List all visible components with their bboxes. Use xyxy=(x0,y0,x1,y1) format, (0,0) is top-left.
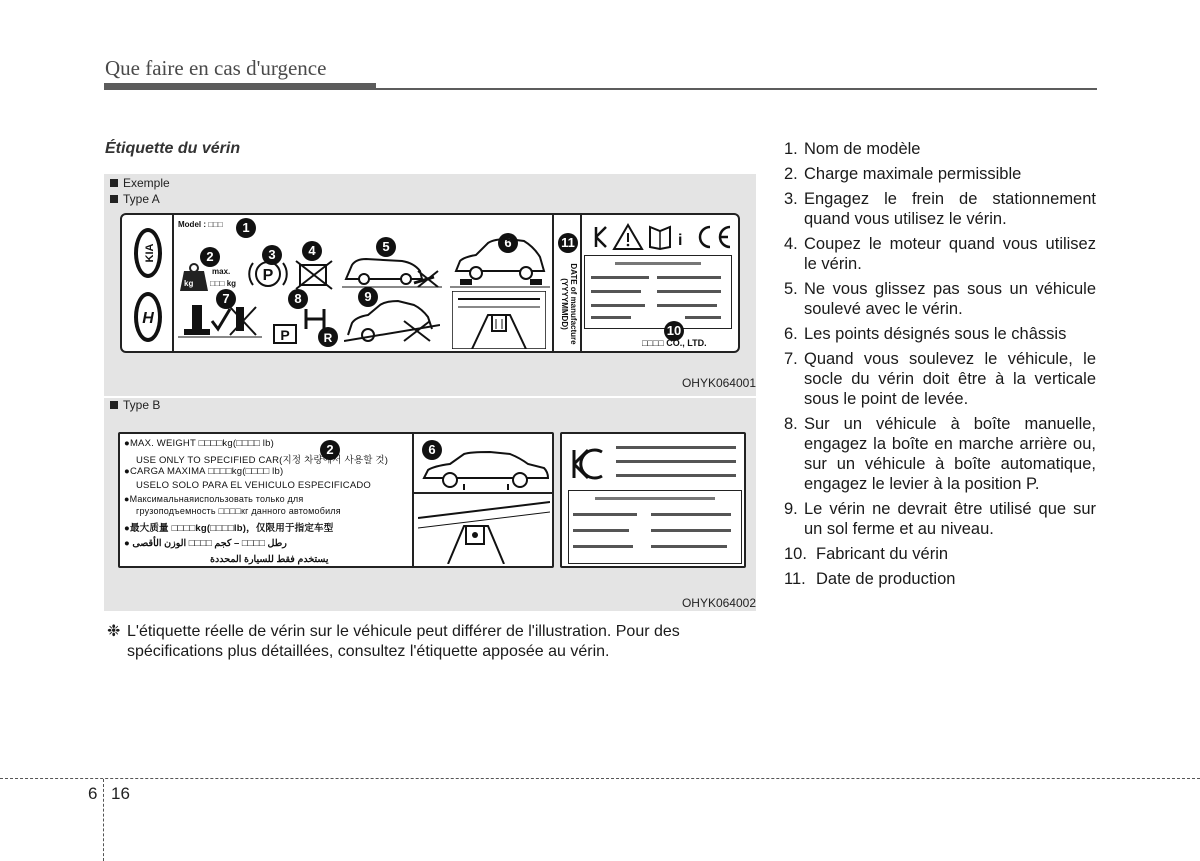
type-b-label: Type B xyxy=(110,398,160,412)
type-a-label: Type A xyxy=(110,192,160,206)
type-b-line-5: ●Максимальнаяиспользовать только для xyxy=(124,494,304,504)
type-b-line-9: يستخدم فقط للسيارة المحددة xyxy=(210,554,329,565)
sedan-lift-points-icon xyxy=(420,450,552,492)
footer-rule xyxy=(0,778,1200,779)
svg-text:R: R xyxy=(323,331,333,345)
type-b-line-2: USE ONLY TO SPECIFIED CAR(지정 차량에서 사용할 것) xyxy=(136,455,389,466)
footnote-text: L'étiquette réelle de vérin sur le véhicule peut différer de l'illustration. Pour des spécifications plus détaillées, consultez l'étiquette apposée au vérin. xyxy=(127,623,680,660)
figure-type-a xyxy=(104,174,756,396)
no-crawl-under-icon xyxy=(342,249,442,289)
callout-10: 10 xyxy=(664,321,684,341)
weight-icon xyxy=(178,263,210,293)
legend-list xyxy=(784,139,1096,594)
type-b-line-7: ●最大质量 □□□□kg(□□□□lb)，仅限用于指定车型 xyxy=(124,523,334,534)
jack-label-type-b xyxy=(118,432,554,568)
example-label: Exemple xyxy=(110,176,170,190)
engine-off-icon xyxy=(294,259,334,291)
footer-divider xyxy=(103,779,104,861)
figure-code-b: OHYK064002 xyxy=(681,596,756,610)
legend-item: 4. Coupez le moteur quand vous utilisez le vérin. xyxy=(784,235,1096,273)
svg-text:P: P xyxy=(262,267,274,284)
figure-type-b xyxy=(104,398,756,611)
legend-item: 11. Date de production xyxy=(784,570,956,588)
figure-code-a: OHYK064001 xyxy=(681,376,756,390)
legend-item: 5. Ne vous glissez pas sous un véhicule soulevé avec le vérin. xyxy=(784,280,1096,318)
legend-item: 10. Fabricant du vérin xyxy=(784,545,949,563)
legend-item: 9. Le vérin ne devrait être utilisé que sur un sol ferme et au niveau. xyxy=(784,500,1096,538)
type-b-line-4: USELO SOLO PARA EL VEHICULO ESPECIFICADO xyxy=(136,480,372,491)
footnote-mark-icon: ❉ xyxy=(107,623,121,640)
type-b-cert-panel xyxy=(560,432,746,568)
callout-b-2: 2 xyxy=(320,440,340,460)
korean-spec-table xyxy=(584,255,732,329)
callout-4: 4 xyxy=(302,241,322,261)
section-title: Étiquette du vérin xyxy=(105,140,241,157)
kg-text: □□□ kg xyxy=(210,279,237,288)
callout-8: 8 xyxy=(288,289,308,309)
type-b-line-3: ●CARGA MAXIMA □□□□kg(□□□□ lb) xyxy=(124,466,284,477)
callout-6: 6 xyxy=(498,233,518,253)
parking-brake-icon xyxy=(248,257,288,291)
callout-b-6: 6 xyxy=(422,440,442,460)
hyundai-logo-icon xyxy=(130,289,166,345)
page-number: 16 xyxy=(111,784,130,803)
chapter-title: Que faire en cas d'urgence xyxy=(105,56,327,80)
type-b-line-6: грузоподъемность □□□□кг данного автомобиля xyxy=(136,506,341,516)
company-text: □□□□ CO., LTD. xyxy=(642,338,707,348)
level-ground-icon xyxy=(344,299,440,343)
footnote xyxy=(107,622,757,662)
model-text: Model : □□□ xyxy=(178,220,223,229)
lift-points-car-icon xyxy=(450,235,550,289)
chassis-section-icon xyxy=(418,498,550,564)
svg-text:H: H xyxy=(142,310,154,327)
legend-item: 8. Sur un véhicule à boîte manuelle, engagez la boîte en marche arrière ou, sur un véhicule à boîte automatique, engagez le levier à la position P. xyxy=(784,415,1096,493)
header-rule xyxy=(104,88,1097,90)
callout-3: 3 xyxy=(262,245,282,265)
max-text: max. xyxy=(212,267,231,276)
svg-text:P: P xyxy=(280,327,290,343)
type-b-line-8: ● رطل □□□□ – كجم □□□□ الوزن الأقصى xyxy=(124,538,287,549)
legend-item: 3. Engagez le frein de stationnement quand vous utilisez le vérin. xyxy=(784,190,1096,228)
jack-label-type-a xyxy=(120,213,740,353)
callout-7: 7 xyxy=(216,289,236,309)
type-b-spec-table xyxy=(568,490,742,564)
manufacture-date-text: DATE of manufacture (YYYYMMDD) xyxy=(560,263,578,345)
kg-icon-text: kg xyxy=(184,279,194,288)
legend-item: 1. Nom de modèle xyxy=(784,140,921,158)
callout-5: 5 xyxy=(376,237,396,257)
callout-2: 2 xyxy=(200,247,220,267)
kc-mark-icon xyxy=(570,446,606,482)
svg-text:KIA: KIA xyxy=(144,243,156,263)
callout-9: 9 xyxy=(358,287,378,307)
legend-item: 7. Quand vous soulevez le véhicule, le socle du vérin doit être à la verticale sous le point de levée. xyxy=(784,350,1096,408)
type-b-line-1: ●MAX. WEIGHT □□□□kg(□□□□ lb) xyxy=(124,438,274,449)
chapter-number: 6 xyxy=(88,784,98,803)
kia-logo-icon xyxy=(130,225,166,281)
legend-item: 6. Les points désignés sous le châssis xyxy=(784,325,1067,343)
callout-1: 1 xyxy=(236,218,256,238)
certification-marks-icon xyxy=(592,223,734,251)
legend-item: 2. Charge maximale permissible xyxy=(784,165,1022,183)
callout-11: 11 xyxy=(558,233,578,253)
svg-text:i: i xyxy=(678,232,683,249)
gear-position-icon xyxy=(272,305,342,351)
chassis-detail-icon xyxy=(452,291,546,349)
jack-vertical-icon xyxy=(178,299,262,339)
